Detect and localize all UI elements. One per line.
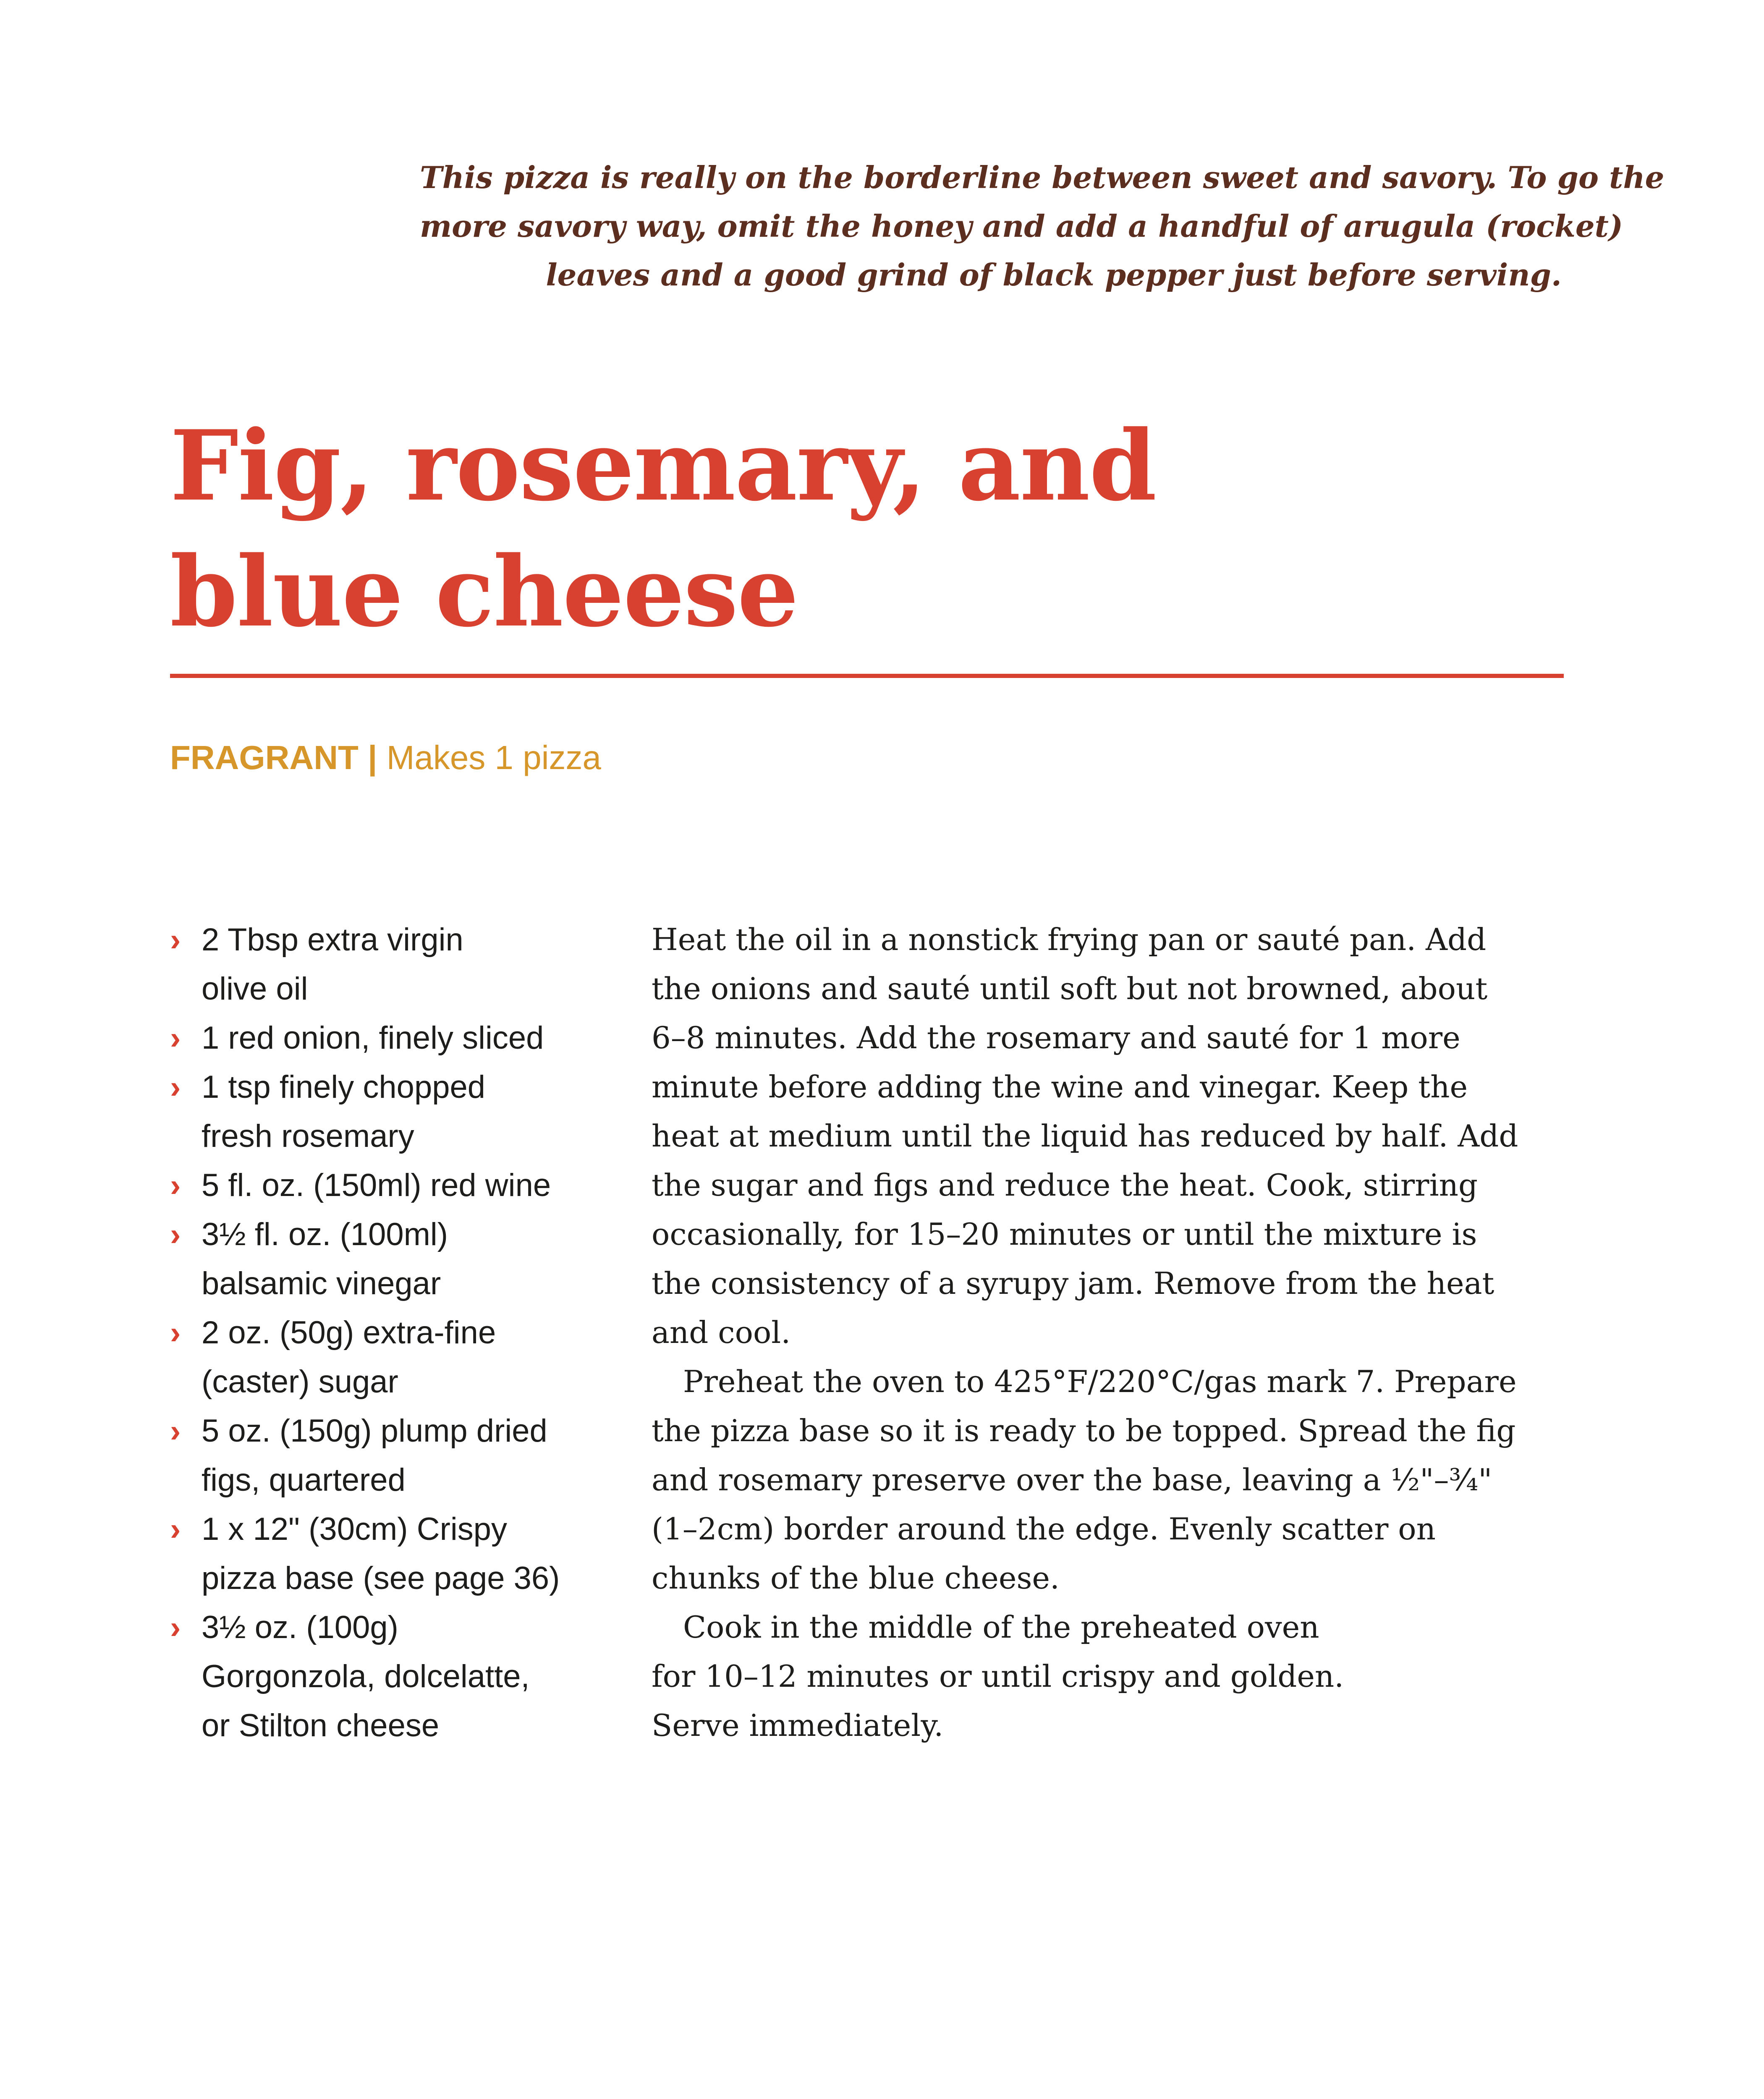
chevron-right-icon: › [170, 1217, 181, 1252]
chevron-right-icon: › [170, 1413, 181, 1449]
method-line: Cook in the middle of the preheated oven [683, 1610, 1319, 1645]
intro-line: This pizza is really on the borderline between sweet and savory. To go the [420, 160, 1665, 195]
ingredient-line: 2 Tbsp extra virgin [202, 922, 463, 958]
ingredient-item [170, 1505, 653, 1603]
intro-line: more savory way, omit the honey and add a handful of arugula (rocket) [420, 208, 1623, 244]
ingredient-line: 1 x 12" (30cm) Crispy [202, 1511, 508, 1547]
method-paragraph [652, 915, 1575, 1357]
chevron-right-icon: › [170, 1511, 181, 1547]
method-line: the sugar and figs and reduce the heat. Cook, stirring [652, 1167, 1478, 1203]
chevron-right-icon: › [170, 1315, 181, 1350]
intro-text [420, 153, 1665, 299]
ingredient-line: 3½ fl. oz. (100ml) [202, 1217, 448, 1252]
method-line: Heat the oil in a nonstick frying pan or sauté pan. Add [652, 922, 1487, 957]
method-line: the pizza base so it is ready to be topped. Spread the fig [652, 1413, 1516, 1448]
ingredient-item [170, 1308, 653, 1406]
method-line: minute before adding the wine and vinegar. Keep the [652, 1069, 1468, 1104]
recipe-title [170, 403, 1156, 655]
ingredient-list [170, 915, 653, 1750]
method-line: heat at medium until the liquid has reduced by half. Add [652, 1118, 1518, 1154]
method-line: the onions and sauté until soft but not browned, about [652, 971, 1488, 1006]
title-line: Fig, rosemary, and [170, 409, 1156, 523]
meta-separator: | [368, 739, 377, 776]
method-paragraph [652, 1603, 1575, 1750]
recipe-meta [170, 737, 601, 779]
method-line: the consistency of a syrupy jam. Remove from the heat [652, 1266, 1494, 1301]
ingredient-item [170, 1603, 653, 1750]
ingredient-line: 5 fl. oz. (150ml) red wine [202, 1167, 551, 1203]
method-line: and cool. [652, 1315, 791, 1350]
title-divider [170, 674, 1564, 678]
ingredient-line: pizza base (see page 36) [202, 1560, 560, 1596]
method-line: Serve immediately. [652, 1708, 944, 1743]
chevron-right-icon: › [170, 1610, 181, 1645]
chevron-right-icon: › [170, 922, 181, 958]
intro-line: leaves and a good grind of black pepper just before serving. [546, 257, 1562, 293]
ingredient-item [170, 1063, 653, 1161]
ingredient-line: Gorgonzola, dolcelatte, [202, 1659, 530, 1694]
ingredient-item [170, 915, 653, 1013]
ingredient-line: fresh rosemary [202, 1118, 414, 1154]
method-line: occasionally, for 15–20 minutes or until the mixture is [652, 1217, 1477, 1252]
method-text [652, 915, 1575, 1750]
method-line: for 10–12 minutes or until crispy and golden. [652, 1659, 1344, 1694]
method-line: and rosemary preserve over the base, leaving a ½"–¾" [652, 1462, 1492, 1497]
ingredient-line: (caster) sugar [202, 1364, 398, 1400]
ingredient-item [170, 1161, 653, 1210]
method-line: Preheat the oven to 425°F/220°C/gas mark 7. Prepare [683, 1364, 1517, 1399]
flavor-tag: FRAGRANT [170, 739, 359, 776]
chevron-right-icon: › [170, 1069, 181, 1105]
ingredient-line: figs, quartered [202, 1462, 406, 1498]
ingredient-line: 3½ oz. (100g) [202, 1610, 398, 1645]
ingredient-line: or Stilton cheese [202, 1708, 440, 1743]
chevron-right-icon: › [170, 1020, 181, 1056]
method-paragraph [652, 1357, 1575, 1603]
ingredient-line: 2 oz. (50g) extra-fine [202, 1315, 496, 1350]
method-line: (1–2cm) border around the edge. Evenly scatter on [652, 1511, 1436, 1547]
ingredient-line: 1 tsp finely chopped [202, 1069, 486, 1105]
recipe-yield: Makes 1 pizza [386, 739, 602, 776]
ingredient-item [170, 1210, 653, 1308]
ingredient-line: balsamic vinegar [202, 1266, 441, 1301]
chevron-right-icon: › [170, 1167, 181, 1203]
method-line: chunks of the blue cheese. [652, 1560, 1060, 1596]
ingredient-item [170, 1406, 653, 1505]
ingredient-line: 5 oz. (150g) plump dried [202, 1413, 547, 1449]
ingredient-item [170, 1013, 653, 1063]
title-line: blue cheese [170, 535, 798, 649]
ingredient-line: olive oil [202, 971, 308, 1007]
method-line: 6–8 minutes. Add the rosemary and sauté for 1 more [652, 1020, 1460, 1055]
ingredient-line: 1 red onion, finely sliced [202, 1020, 544, 1056]
